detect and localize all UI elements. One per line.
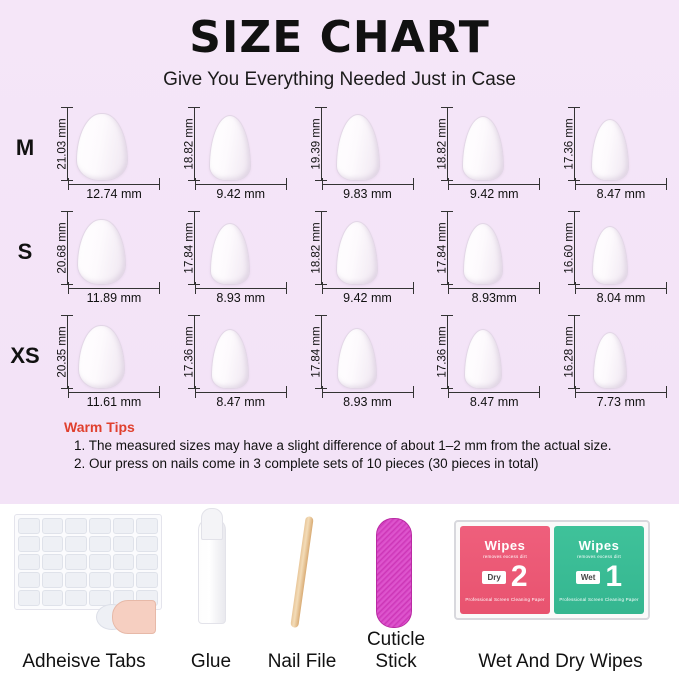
nail-shape [210, 223, 250, 285]
dry-wipe-packet [460, 526, 550, 614]
height-value: 18.82 mm [310, 222, 323, 274]
width-value: 11.89 mm [86, 291, 142, 305]
accessory-wet-dry-wipes [442, 504, 679, 679]
nail-shape [464, 329, 502, 389]
size-row-label: M [15, 135, 35, 160]
measure-tick [315, 211, 327, 212]
width-value: 8.47 mm [216, 395, 266, 409]
page-subtitle: Give You Everything Needed Just in Case [163, 69, 516, 90]
height-measure [557, 107, 581, 181]
height-value: 16.28 mm [563, 326, 576, 378]
height-measure [557, 315, 581, 389]
height-value: 17.36 mm [563, 118, 576, 170]
size-row-label: XS [10, 343, 40, 368]
measure-tick [188, 211, 200, 212]
measure-line [195, 184, 287, 185]
width-value: 9.42 mm [343, 291, 392, 305]
measure-tick [61, 211, 73, 212]
measure-line [195, 392, 287, 393]
height-value: 21.03 mm [56, 118, 69, 170]
height-measure [50, 107, 74, 181]
nail-cell [551, 205, 673, 309]
nail-cell [44, 205, 166, 309]
wet-wipe-footer: Professional Screen Cleaning Paper [559, 597, 639, 602]
nail-cell [298, 205, 420, 309]
width-value: 11.61 mm [86, 395, 142, 409]
width-value: 8.93 mm [216, 291, 266, 305]
measure-tick [315, 107, 327, 108]
width-measure [195, 389, 287, 411]
nail-shape [211, 329, 249, 389]
nail-shape [593, 332, 627, 389]
accessory-glue [168, 504, 254, 679]
measure-line [322, 184, 414, 185]
nail-shape [209, 115, 251, 181]
size-row-cells [44, 205, 673, 309]
width-measure [575, 181, 667, 203]
adhesive-tabs-sheet-icon [14, 514, 162, 610]
nail-shape [591, 119, 629, 181]
measure-line [575, 392, 667, 393]
wet-wipe-subtitle: removes excess dirt [577, 554, 621, 559]
nail-cell [298, 101, 420, 205]
measure-tick [441, 211, 453, 212]
nail-shape [592, 226, 628, 285]
wet-wipe-packet [554, 526, 644, 614]
height-measure [430, 315, 454, 389]
height-value: 17.84 mm [183, 222, 196, 274]
finger-icon [112, 600, 156, 634]
width-measure [448, 181, 540, 203]
nail-shape [76, 113, 128, 181]
height-value: 18.82 mm [183, 118, 196, 170]
nail-cell [424, 309, 546, 413]
glue-cap-icon [201, 508, 223, 540]
width-measure [195, 285, 287, 307]
nail-shape [462, 116, 504, 181]
nail-cell [44, 101, 166, 205]
wet-wipe-middle [576, 562, 622, 592]
height-measure [50, 211, 74, 285]
page-title: SIZE CHART [189, 12, 490, 63]
measure-tick [188, 107, 200, 108]
height-measure [557, 211, 581, 285]
wet-wipe-title: Wipes [578, 538, 620, 553]
measure-line [322, 288, 414, 289]
measure-line [68, 392, 160, 393]
size-row-label: S [17, 239, 33, 264]
width-value: 12.74 mm [86, 187, 142, 201]
measure-line [575, 184, 667, 185]
accessories-strip [0, 504, 679, 679]
measure-line [68, 184, 160, 185]
width-measure [448, 285, 540, 307]
size-row-s [6, 205, 673, 309]
accessory-label: Cuticle Stick [366, 629, 426, 672]
measure-tick [441, 107, 453, 108]
measure-line [448, 392, 540, 393]
height-measure [50, 315, 74, 389]
accessory-label: Glue [190, 651, 232, 672]
width-value: 7.73 mm [596, 395, 646, 409]
size-row-xs [6, 309, 673, 413]
height-measure [304, 107, 328, 181]
height-measure [430, 211, 454, 285]
accessory-label: Adheisve Tabs [22, 651, 146, 672]
measure-line [575, 288, 667, 289]
nail-cell [298, 309, 420, 413]
width-measure [195, 181, 287, 203]
width-measure [68, 285, 160, 307]
size-chart-table [0, 101, 679, 413]
dry-wipe-tag: Dry [482, 571, 505, 584]
nail-cell [171, 309, 293, 413]
accessory-adhesive-tabs [0, 504, 168, 679]
size-row-cells [44, 101, 673, 205]
width-measure [322, 181, 414, 203]
accessory-cuticle-stick [350, 504, 442, 679]
measure-tick [568, 315, 580, 316]
width-value: 8.93 mm [343, 395, 392, 409]
nail-shape [77, 219, 126, 285]
dry-wipe-middle [482, 562, 527, 592]
warm-tips-heading: Warm Tips [64, 419, 135, 435]
height-value: 18.82 mm [436, 118, 449, 170]
nail-cell [551, 309, 673, 413]
accessory-label: Nail File [267, 651, 337, 672]
dry-wipe-number: 2 [510, 560, 528, 593]
height-measure [304, 315, 328, 389]
accessory-label: Wet And Dry Wipes [478, 651, 643, 672]
height-measure [177, 211, 201, 285]
width-value: 8.47 mm [469, 395, 519, 409]
height-value: 17.36 mm [436, 326, 449, 378]
nail-shape [463, 223, 503, 285]
width-measure [68, 181, 160, 203]
nail-shape [336, 221, 378, 285]
warm-tip-item: 1. The measured sizes may have a slight difference of about 1–2 mm from the actual size. [74, 438, 612, 453]
height-value: 20.68 mm [56, 222, 69, 274]
measure-tick [568, 107, 580, 108]
wipes-box-icon [454, 520, 650, 620]
wet-wipe-number: 1 [605, 560, 623, 593]
measure-line [322, 392, 414, 393]
width-measure [322, 285, 414, 307]
wood-stick-icon [290, 516, 314, 628]
width-value: 8.47 mm [596, 187, 646, 201]
height-measure [430, 107, 454, 181]
measure-tick [315, 315, 327, 316]
buffer-file-icon [376, 518, 412, 628]
width-measure [322, 389, 414, 411]
dry-wipe-title: Wipes [484, 538, 526, 553]
nail-cell [171, 205, 293, 309]
nail-cell [551, 101, 673, 205]
measure-tick [61, 315, 73, 316]
height-value: 17.84 mm [436, 222, 449, 274]
width-measure [68, 389, 160, 411]
nail-cell [171, 101, 293, 205]
width-value: 9.42 mm [469, 187, 519, 201]
size-row-m [6, 101, 673, 205]
height-value: 20.35 mm [56, 326, 69, 378]
warm-tip-item: 2. Our press on nails come in 3 complete sets of 10 pieces (30 pieces in total) [74, 456, 539, 471]
nail-cell [44, 309, 166, 413]
width-value: 9.83 mm [343, 187, 392, 201]
height-value: 17.84 mm [310, 326, 323, 378]
width-measure [575, 389, 667, 411]
measure-line [195, 288, 287, 289]
dry-wipe-footer: Professional Screen Cleaning Paper [465, 597, 545, 602]
height-measure [304, 211, 328, 285]
nail-cell [424, 101, 546, 205]
measure-line [68, 288, 160, 289]
measure-tick [568, 211, 580, 212]
nail-shape [78, 325, 125, 389]
nail-shape [336, 114, 380, 181]
width-value: 8.04 mm [596, 291, 646, 305]
warm-tips [0, 419, 679, 471]
nail-shape [337, 328, 377, 389]
height-measure [177, 315, 201, 389]
dry-wipe-subtitle: removes excess dirt [483, 554, 527, 559]
width-value: 8.93mm [471, 291, 517, 305]
width-measure [448, 389, 540, 411]
height-value: 16.60 mm [563, 222, 576, 274]
height-measure [177, 107, 201, 181]
measure-tick [188, 315, 200, 316]
size-row-cells [44, 309, 673, 413]
accessory-nail-file [254, 504, 350, 679]
measure-line [448, 288, 540, 289]
measure-tick [61, 107, 73, 108]
width-measure [575, 285, 667, 307]
measure-tick [441, 315, 453, 316]
nail-cell [424, 205, 546, 309]
height-value: 19.39 mm [310, 118, 323, 170]
measure-line [448, 184, 540, 185]
width-value: 9.42 mm [216, 187, 266, 201]
wet-wipe-tag: Wet [576, 571, 601, 584]
height-value: 17.36 mm [183, 326, 196, 378]
